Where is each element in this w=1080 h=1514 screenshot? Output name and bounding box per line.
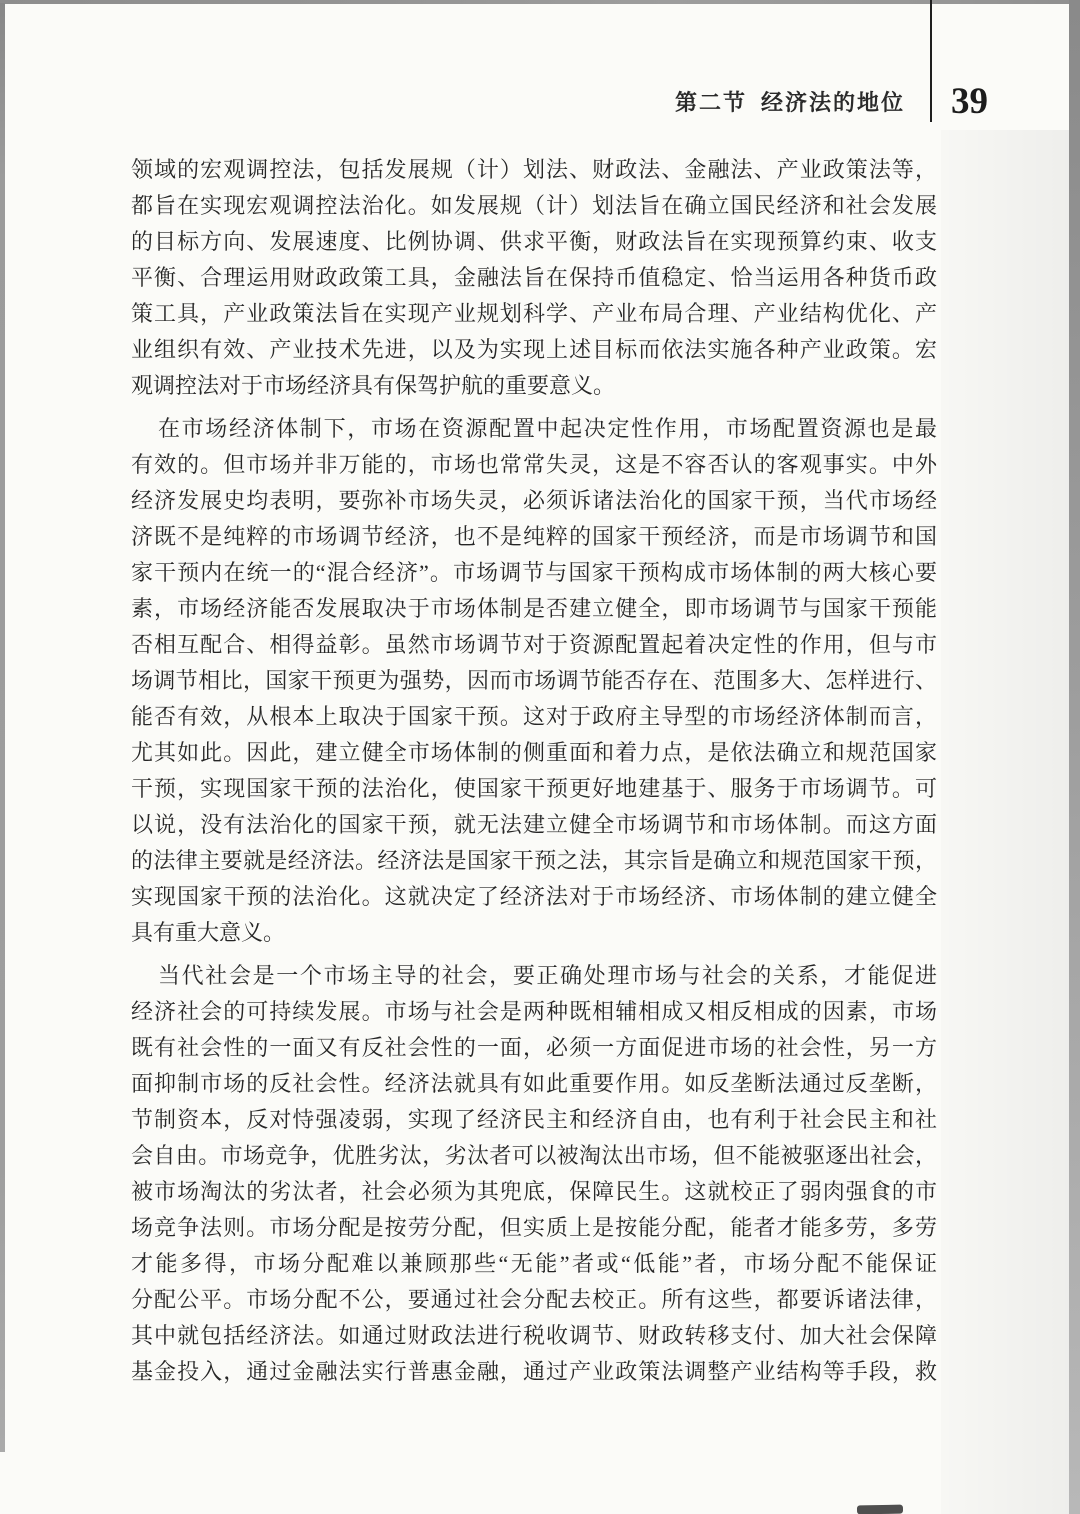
paragraph-1 (131, 152, 937, 404)
text-line: 基金投入，通过金融法实行普惠金融，通过产业政策法调整产业结构等手段，救 (131, 1359, 937, 1384)
text-line: 素，市场经济能否发展取决于市场体制是否建立健全，即市场调节与国家干预能 (131, 596, 937, 621)
text-line: 其中就包括经济法。如通过财政法进行税收调节、财政转移支付、加大社会保障 (131, 1323, 937, 1348)
text-line: 场竞争法则。市场分配是按劳分配，但实质上是按能分配，能者才能多劳，多劳 (131, 1215, 937, 1240)
page-number: 39 (951, 81, 988, 122)
text-line: 既有社会性的一面又有反社会性的一面，必须一方面促进市场的社会性，另一方 (131, 1035, 937, 1060)
header-divider-line (930, 0, 932, 122)
text-line: 否相互配合、相得益彰。虽然市场调节对于资源配置起着决定性的作用，但与市 (131, 632, 937, 657)
scan-edge-right (1069, 0, 1080, 1514)
text-line: 经济社会的可持续发展。市场与社会是两种既相辅相成又相反相成的因素，市场 (131, 999, 937, 1024)
text-line: 实现国家干预的法治化。这就决定了经济法对于市场经济、市场体制的建立健全 (131, 884, 937, 909)
scan-gutter-shadow (941, 130, 1069, 1514)
text-line: 以说，没有法治化的国家干预，就无法建立健全市场调节和市场体制。而这方面 (131, 812, 937, 837)
text-line: 的法律主要就是经济法。经济法是国家干预之法，其宗旨是确立和规范国家干预， (131, 848, 937, 873)
section-label: 第二节 (674, 90, 747, 115)
text-line: 当代社会是一个市场主导的社会，要正确处理市场与社会的关系，才能促进 (158, 963, 937, 988)
text-line: 面抑制市场的反社会性。经济法就具有如此重要作用。如反垄断法通过反垄断， (131, 1071, 937, 1096)
body-text (131, 152, 937, 1390)
text-line: 平衡、合理运用财政政策工具，金融法旨在保持币值稳定、恰当运用各种货币政 (131, 265, 937, 290)
text-line: 能否有效，从根本上取决于国家干预。这对于政府主导型的市场经济体制而言， (131, 704, 937, 729)
text-line: 节制资本，反对恃强凌弱，实现了经济民主和经济自由，也有利于社会民主和社 (131, 1107, 937, 1132)
text-line: 策工具，产业政策法旨在实现产业规划科学、产业布局合理、产业结构优化、产 (131, 301, 937, 326)
scan-edge-left (0, 3, 5, 1452)
text-line: 济既不是纯粹的市场调节经济，也不是纯粹的国家干预经济，而是市场调节和国 (131, 524, 937, 549)
scan-edge-top (0, 0, 1080, 4)
running-head (675, 86, 905, 117)
text-line: 家干预内在统一的“混合经济”。市场调节与国家干预构成市场体制的两大核心要 (131, 560, 937, 585)
paragraph-3 (131, 958, 937, 1390)
text-line: 经济发展史均表明，要弥补市场失灵，必须诉诸法治化的国家干预，当代市场经 (131, 488, 937, 513)
text-line: 领域的宏观调控法，包括发展规（计）划法、财政法、金融法、产业政策法等， (131, 157, 937, 182)
text-line: 都旨在实现宏观调控法治化。如发展规（计）划法旨在确立国民经济和社会发展 (131, 193, 937, 218)
text-line: 会自由。市场竞争，优胜劣汰，劣汰者可以被淘汰出市场，但不能被驱逐出社会， (131, 1143, 937, 1168)
text-line: 分配公平。市场分配不公，要通过社会分配去校正。所有这些，都要诉诸法律， (131, 1287, 937, 1312)
text-line: 观调控法对于市场经济具有保驾护航的重要意义。 (131, 373, 616, 398)
section-title: 经济法的地位 (760, 90, 905, 115)
text-line: 尤其如此。因此，建立健全市场体制的侧重面和着力点，是依法确立和规范国家 (131, 740, 937, 765)
text-line: 在市场经济体制下，市场在资源配置中起决定性作用，市场配置资源也是最 (158, 416, 937, 441)
text-line: 场调节相比，国家干预更为强势，因而市场调节能否存在、范围多大、怎样进行、 (131, 668, 937, 693)
text-line: 有效的。但市场并非万能的，市场也常常失灵，这是不容否认的客观事实。中外 (131, 452, 937, 477)
scan-smudge-bottom (857, 1505, 903, 1514)
text-line: 才能多得，市场分配难以兼顾那些“无能”者或“低能”者，市场分配不能保证 (131, 1251, 937, 1276)
paragraph-2 (131, 411, 937, 951)
text-line: 被市场淘汰的劣汰者，社会必须为其兜底，保障民生。这就校正了弱肉强食的市 (131, 1179, 937, 1204)
text-line: 干预，实现国家干预的法治化，使国家干预更好地建基于、服务于市场调节。可 (131, 776, 937, 801)
text-line: 具有重大意义。 (131, 920, 286, 945)
text-line: 的目标方向、发展速度、比例协调、供求平衡，财政法旨在实现预算约束、收支 (131, 229, 937, 254)
text-line: 业组织有效、产业技术先进，以及为实现上述目标而依法实施各种产业政策。宏 (131, 337, 937, 362)
